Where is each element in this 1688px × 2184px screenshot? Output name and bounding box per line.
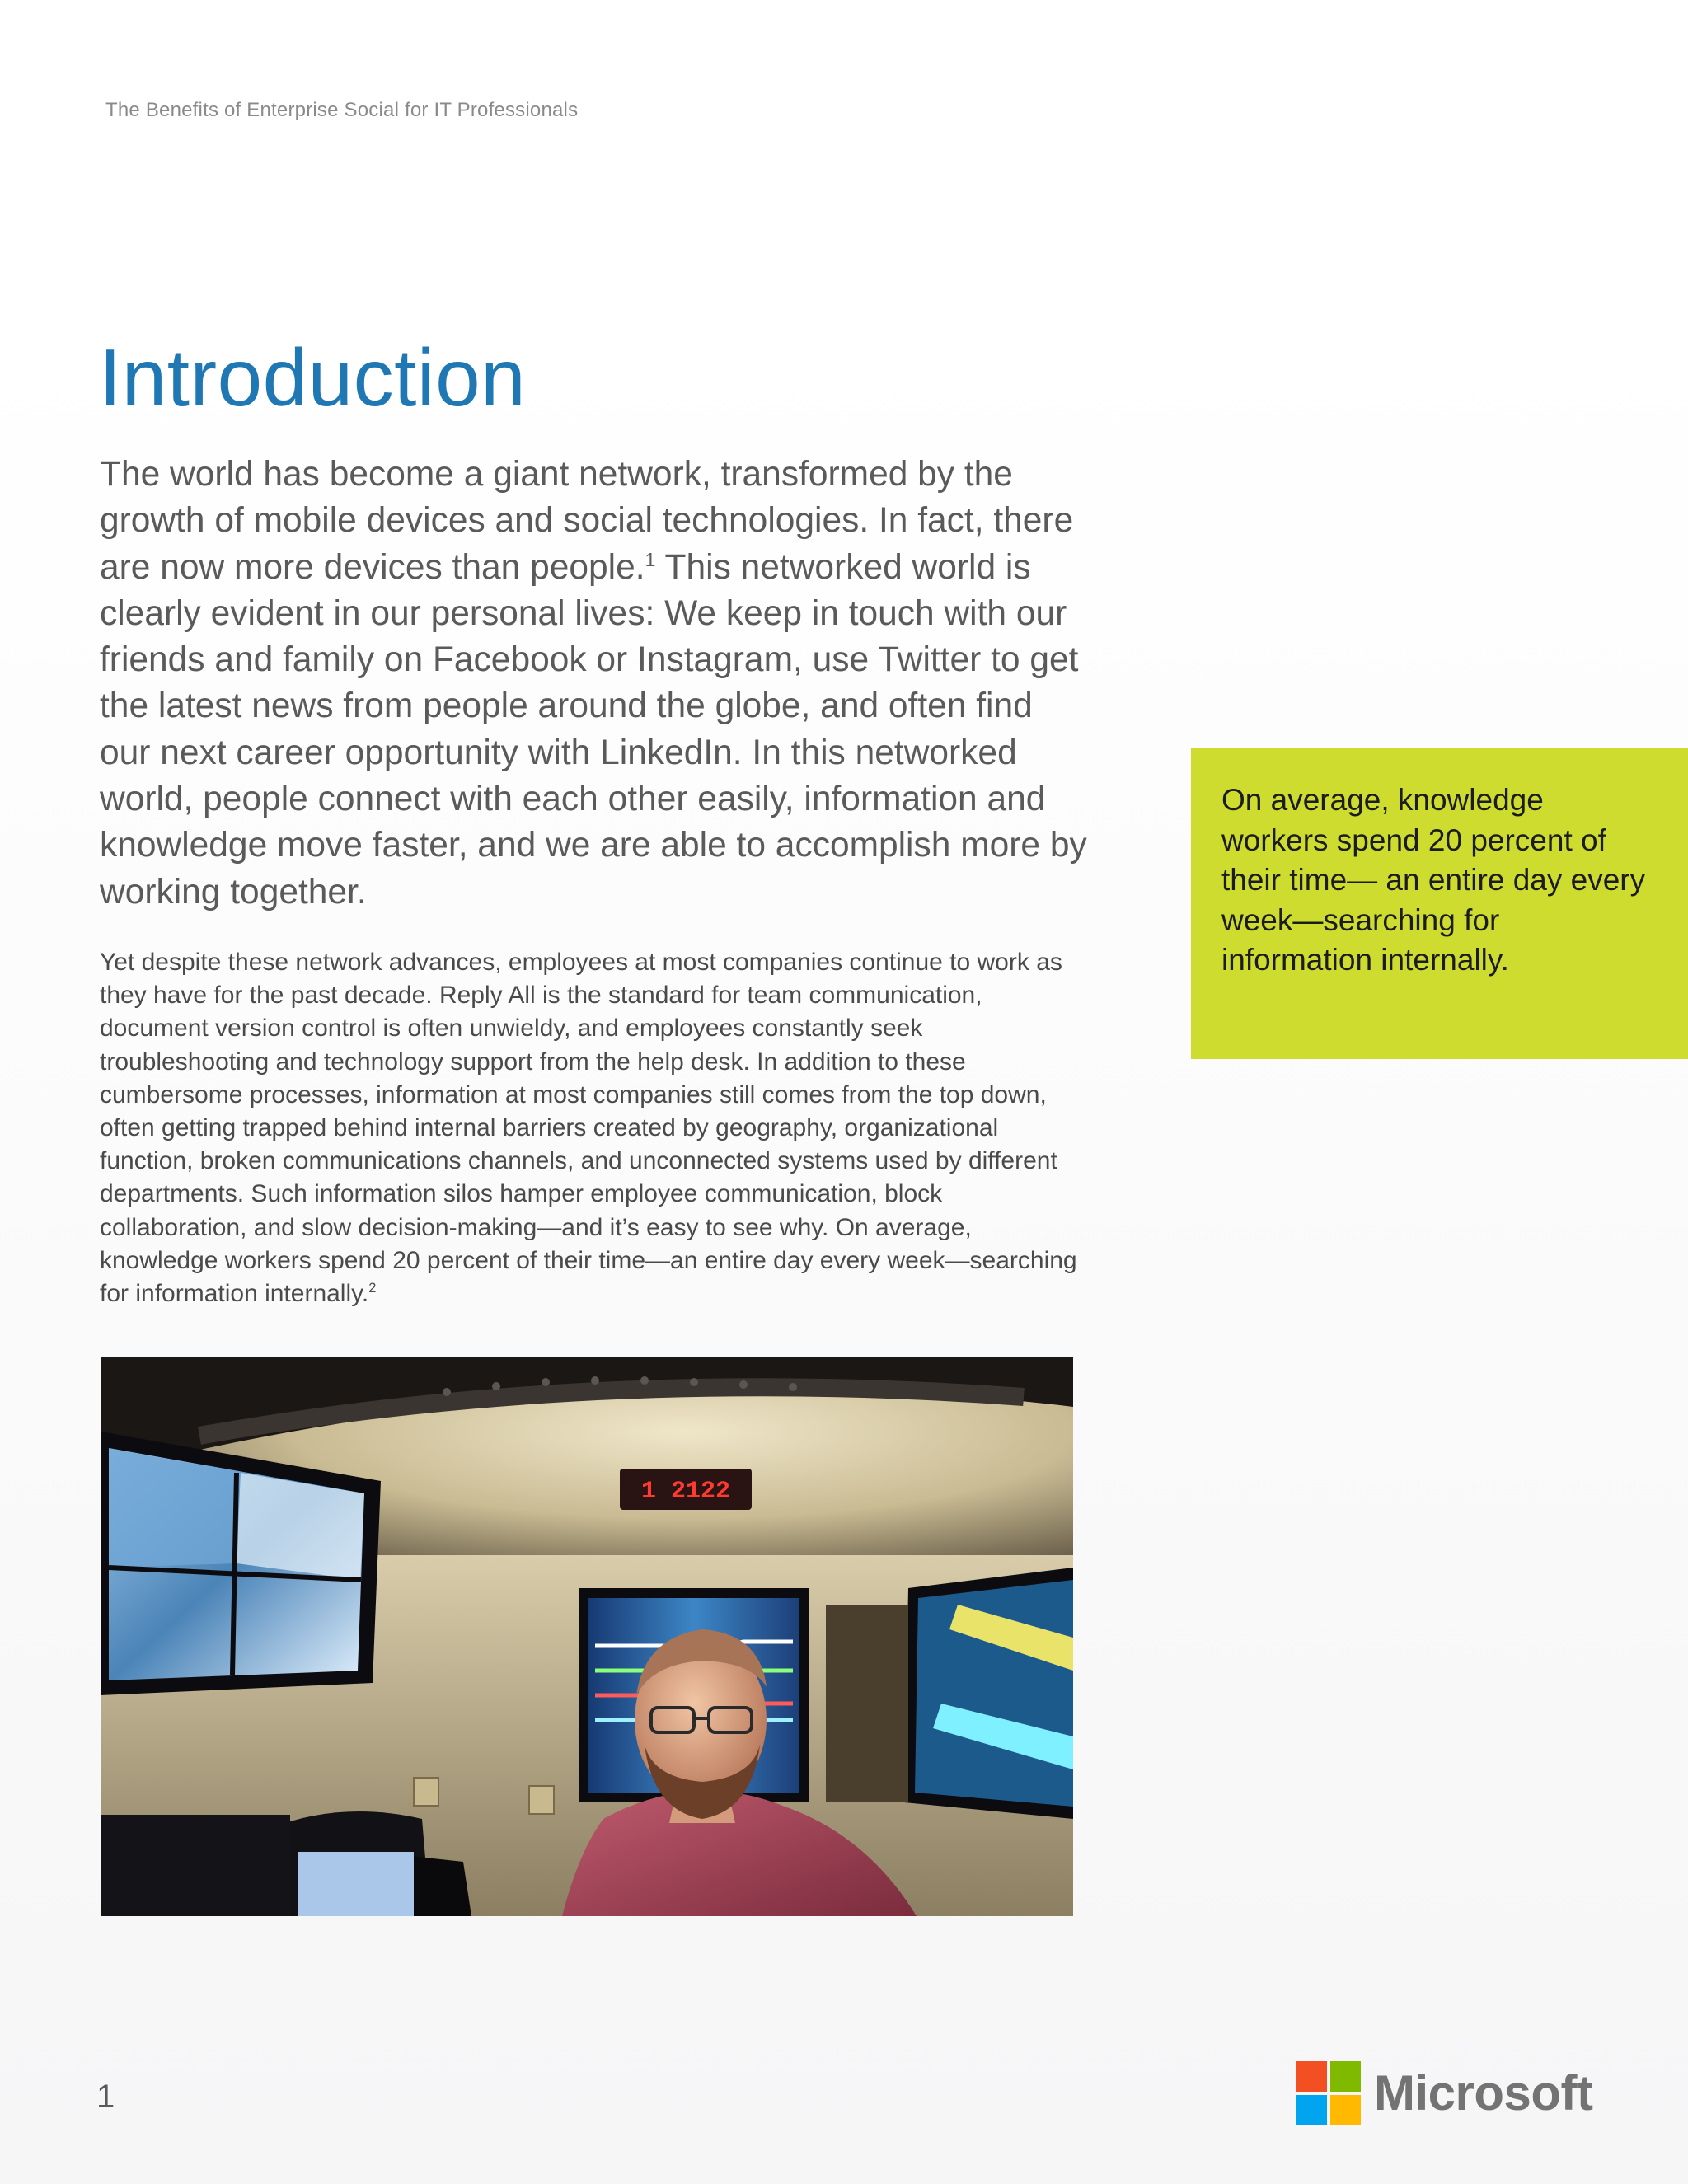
lead-text-part2: This networked world is clearly evident in our personal lives: We keep in touch with our friends and family on Facebook or Instagram, use Twitter to get the latest news from people around the globe, and often find our next career opportunity with LinkedIn. In this networked world, people connect with each other easily, information and knowledge move faster, and we are able to accomplish more by working together.	[100, 547, 1087, 912]
page-title: Introduction	[99, 332, 527, 423]
pull-quote-callout	[1191, 748, 1688, 1059]
footnote-marker-2[interactable]: 2	[368, 1281, 377, 1296]
lead-text-part1: The world has become a giant network, transformed by the growth of mobile devices and social technologies. In fact, there are now more devices than people.	[100, 455, 1074, 587]
clock-readout: 1 2122	[640, 1478, 731, 1506]
microsoft-squares-icon	[1296, 2061, 1361, 2125]
body-paragraph	[100, 946, 1081, 1310]
microsoft-logo	[1296, 2060, 1593, 2126]
running-header: The Benefits of Enterprise Social for IT Professionals	[106, 99, 579, 121]
photo-it-operations-center	[101, 1357, 1073, 1916]
page-number: 1	[96, 2079, 115, 2115]
body-text: Yet despite these network advances, employees at most companies continue to work as they have for the past decade. Reply All is the standard for team communication, document version control is often unwieldy, and employees constantly seek troubleshooting and technology support from the help desk. In addition to these cumbersome processes, information at most companies still comes from the top down, often getting trapped behind internal barriers created by geography, organizational function, broken communications channels, and unconnected systems used by different departments. Such information silos hamper employee communication, block collaboration, and slow decision-making—and it’s easy to see why. On average, knowledge workers spend 20 percent of their time—an entire day every week—searching for information internally.	[100, 949, 1077, 1308]
microsoft-wordmark: Microsoft	[1374, 2065, 1593, 2121]
pull-quote-text: On average, knowledge workers spend 20 percent of their time— an entire day every week—searching for information internally.	[1221, 783, 1646, 977]
footnote-marker-1[interactable]: 1	[645, 548, 656, 570]
lead-paragraph	[100, 452, 1089, 916]
